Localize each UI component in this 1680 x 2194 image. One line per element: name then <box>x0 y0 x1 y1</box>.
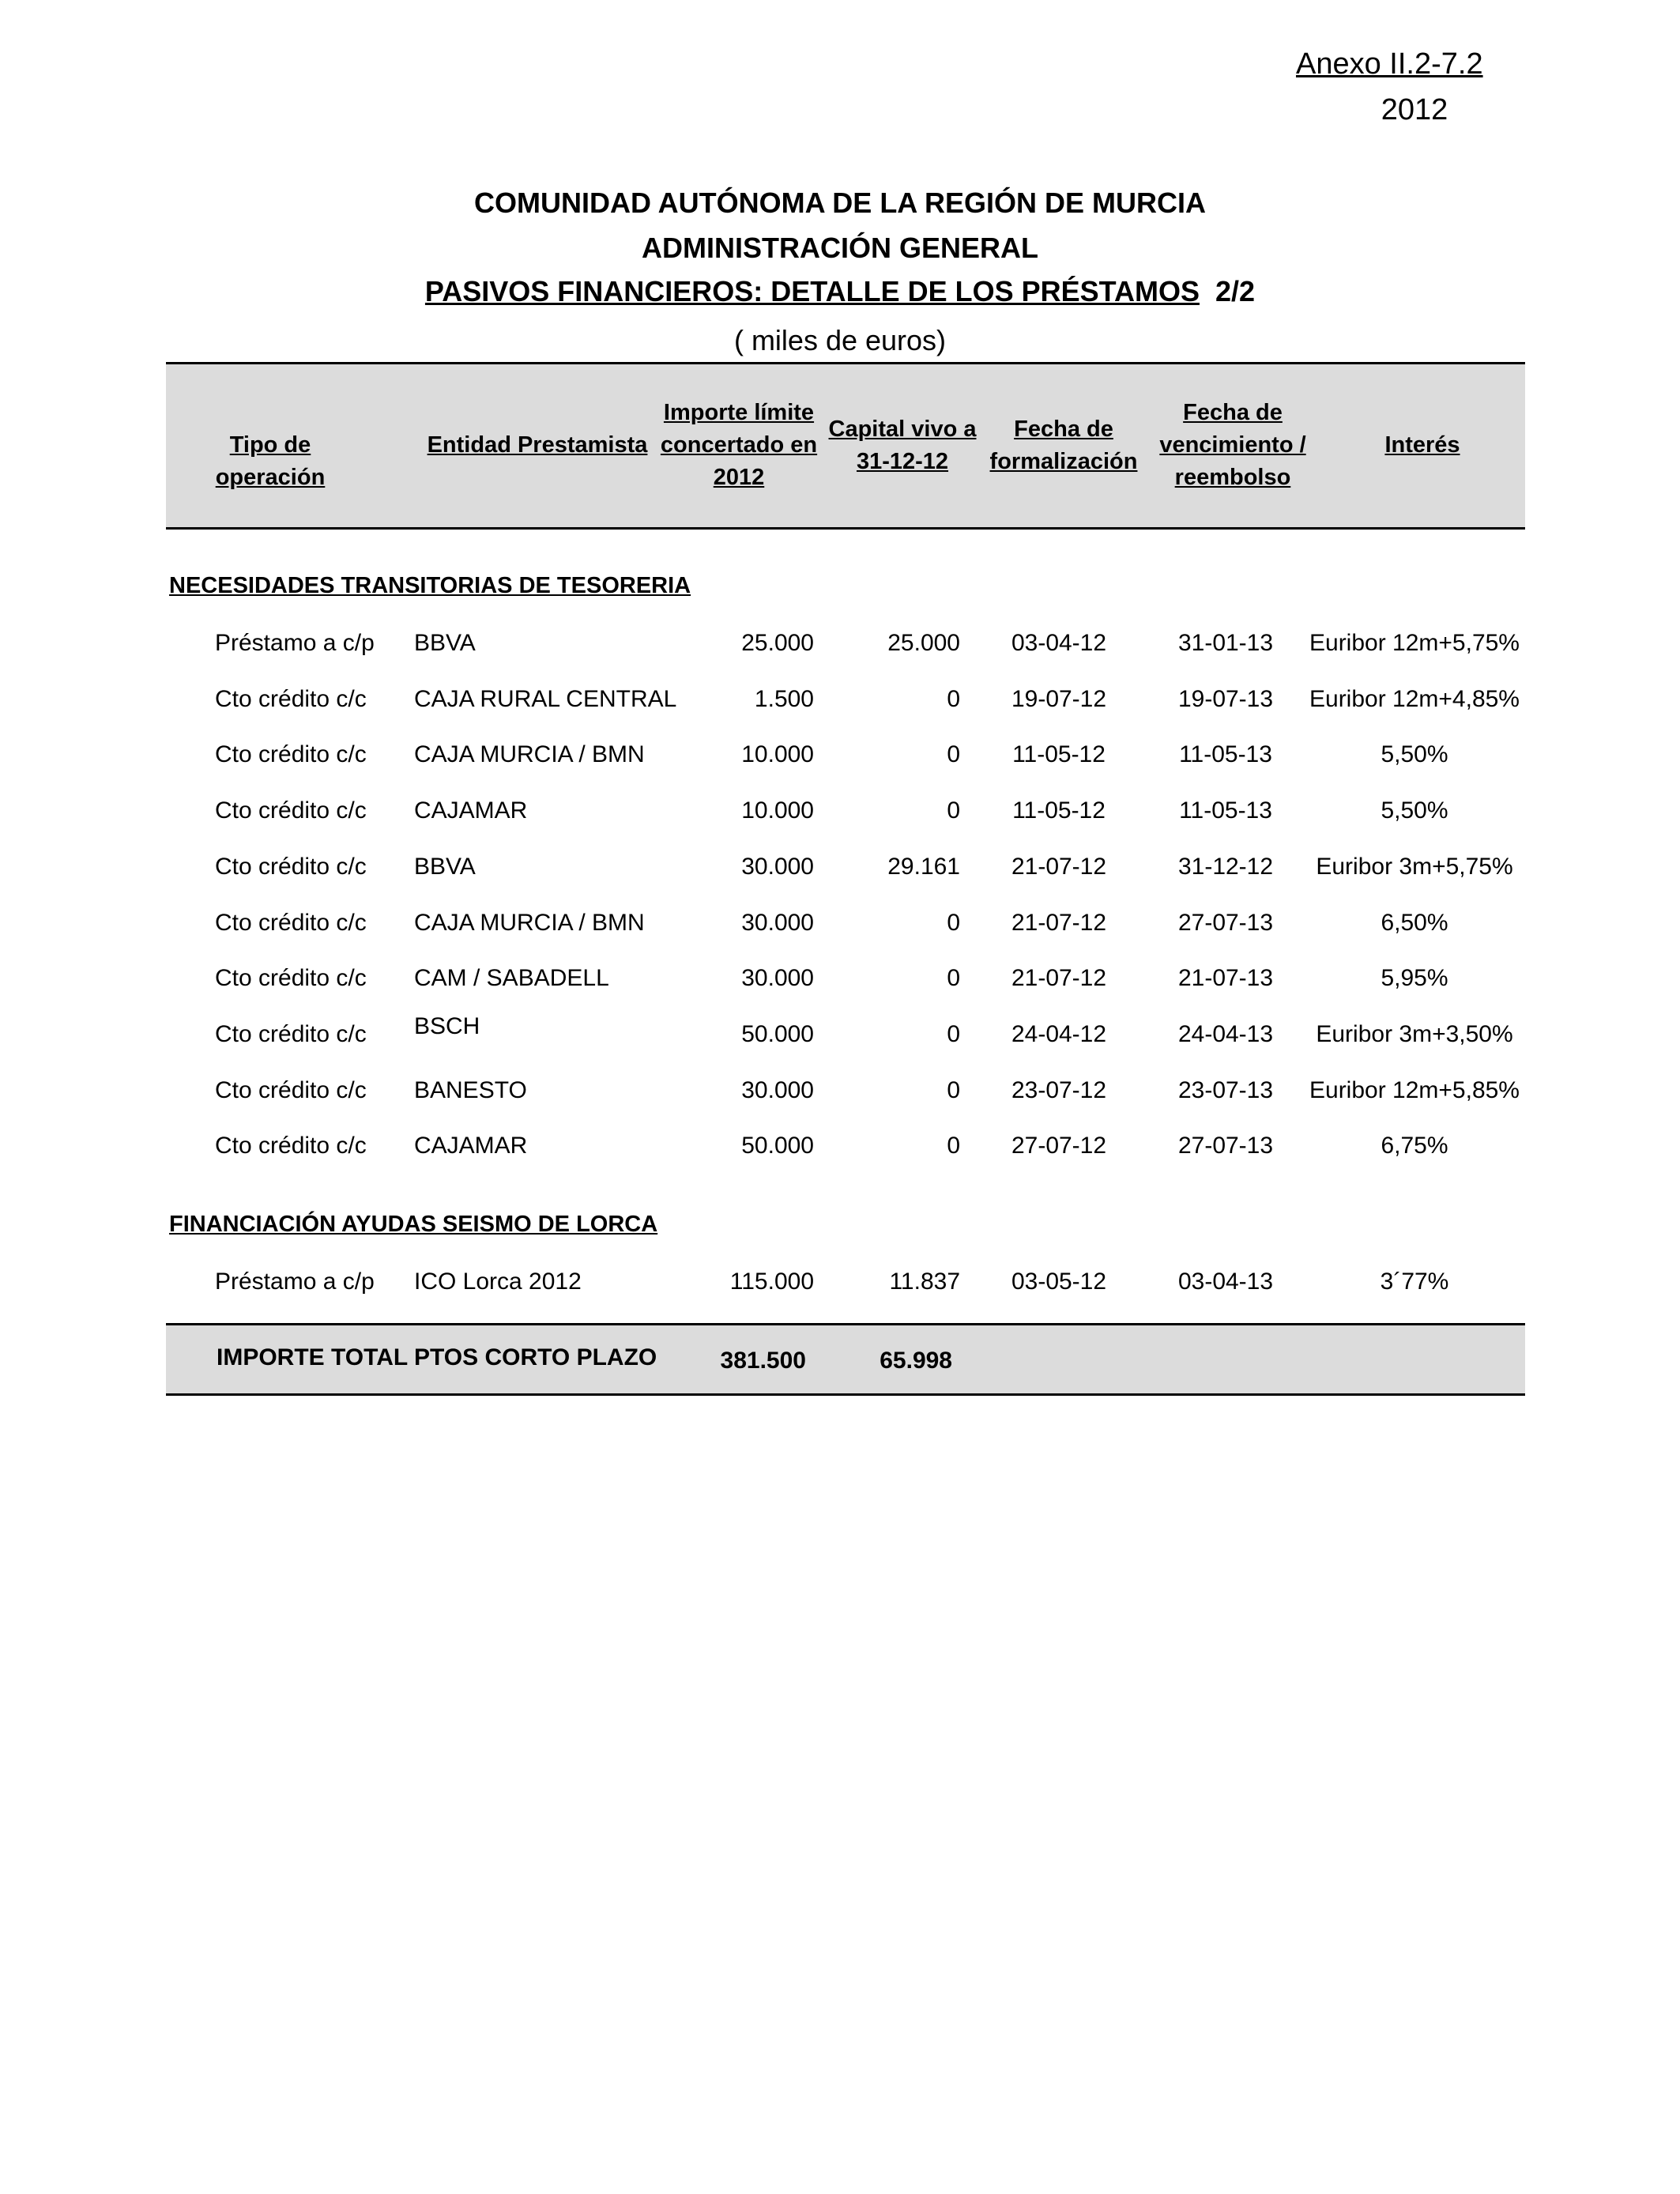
row-importe: 10.000 <box>741 797 814 824</box>
total-row <box>166 1323 1525 1396</box>
row-importe: 30.000 <box>741 910 814 936</box>
row-interes: Euribor 12m+5,85% <box>1309 1077 1520 1103</box>
row-capital: 0 <box>947 1077 960 1103</box>
row-capital: 0 <box>947 965 960 991</box>
row-tipo: Cto crédito c/c <box>215 1133 367 1159</box>
row-entidad: BANESTO <box>414 1077 527 1103</box>
report-year: 2012 <box>1381 93 1448 126</box>
row-capital: 0 <box>947 741 960 767</box>
row-capital: 0 <box>947 797 960 824</box>
annex-reference: Anexo II.2-7.2 <box>1296 47 1483 81</box>
row-importe: 115.000 <box>729 1269 814 1295</box>
row-capital: 0 <box>947 910 960 936</box>
row-interes: Euribor 3m+3,50% <box>1316 1021 1513 1047</box>
row-entidad: CAM / SABADELL <box>414 965 609 991</box>
section-title: FINANCIACIÓN AYUDAS SEISMO DE LORCA <box>169 1212 658 1237</box>
total-label: IMPORTE TOTAL PTOS CORTO PLAZO <box>217 1344 657 1370</box>
page-title: COMUNIDAD AUTÓNOMA DE LA REGIÓN DE MURCIA <box>474 187 1206 219</box>
row-tipo: Préstamo a c/p <box>215 630 375 656</box>
row-interes: 6,50% <box>1381 910 1448 936</box>
section-title: NECESIDADES TRANSITORIAS DE TESORERIA <box>169 573 691 598</box>
header-capital: Capital vivo a 31-12-12 <box>828 417 977 474</box>
row-entidad: CAJA MURCIA / BMN <box>414 741 645 767</box>
report-heading-text: PASIVOS FINANCIEROS: DETALLE DE LOS PRÉSTAMOS <box>424 275 1200 307</box>
page-subtitle: ADMINISTRACIÓN GENERAL <box>642 232 1038 264</box>
row-entidad: BBVA <box>414 630 476 656</box>
row-interes: 5,95% <box>1381 965 1448 991</box>
header-entidad: Entidad Prestamista <box>427 432 648 458</box>
row-formalizacion: 27-07-12 <box>1011 1133 1107 1159</box>
row-entidad: CAJAMAR <box>414 1133 528 1159</box>
row-capital: 0 <box>947 1133 960 1159</box>
page-indicator: 2/2 <box>1215 275 1256 307</box>
row-vencimiento: 21-07-13 <box>1177 965 1274 991</box>
units-note: ( miles de euros) <box>733 324 947 356</box>
row-capital: 0 <box>947 686 960 712</box>
row-vencimiento: 11-05-13 <box>1179 741 1272 767</box>
total-capital: 65.998 <box>880 1348 952 1374</box>
row-formalizacion: 03-05-12 <box>1011 1269 1107 1295</box>
row-capital: 29.161 <box>887 854 960 880</box>
row-formalizacion: 21-07-12 <box>1011 910 1107 936</box>
row-tipo: Cto crédito c/c <box>215 797 367 824</box>
row-importe: 25.000 <box>741 630 814 656</box>
row-vencimiento: 27-07-13 <box>1177 910 1274 936</box>
row-formalizacion: 03-04-12 <box>1011 630 1107 656</box>
row-interes: 5,50% <box>1381 741 1448 767</box>
header-vencimiento: Fecha de vencimiento / reembolso <box>1159 400 1306 490</box>
row-entidad: BBVA <box>414 854 476 880</box>
row-importe: 10.000 <box>741 741 814 767</box>
row-vencimiento: 24-04-13 <box>1177 1021 1274 1047</box>
row-importe: 50.000 <box>741 1021 814 1047</box>
row-interes: 5,50% <box>1381 797 1448 824</box>
row-formalizacion: 23-07-12 <box>1011 1077 1107 1103</box>
row-importe: 30.000 <box>741 1077 814 1103</box>
row-vencimiento: 11-05-13 <box>1179 797 1272 824</box>
row-vencimiento: 31-01-13 <box>1177 630 1274 656</box>
header-importe: Importe límite concertado en 2012 <box>660 400 818 490</box>
row-tipo: Cto crédito c/c <box>215 1077 367 1103</box>
row-vencimiento: 03-04-13 <box>1177 1269 1274 1295</box>
row-vencimiento: 23-07-13 <box>1177 1077 1274 1103</box>
row-formalizacion: 19-07-12 <box>1011 686 1107 712</box>
row-interes: Euribor 3m+5,75% <box>1316 854 1513 880</box>
row-interes: Euribor 12m+5,75% <box>1309 630 1520 656</box>
row-capital: 25.000 <box>887 630 960 656</box>
table-header <box>166 362 1525 530</box>
row-tipo: Cto crédito c/c <box>215 910 367 936</box>
row-formalizacion: 11-05-12 <box>1012 797 1106 824</box>
total-importe: 381.500 <box>720 1348 806 1374</box>
row-tipo: Cto crédito c/c <box>215 854 367 880</box>
row-entidad: CAJAMAR <box>414 797 528 824</box>
row-capital: 11.837 <box>889 1269 960 1295</box>
row-interes: 3´77% <box>1380 1269 1449 1295</box>
row-vencimiento: 31-12-12 <box>1177 854 1274 880</box>
row-vencimiento: 19-07-13 <box>1177 686 1274 712</box>
row-formalizacion: 11-05-12 <box>1012 741 1106 767</box>
row-entidad: CAJA MURCIA / BMN <box>414 910 645 936</box>
header-tipo: Tipo de operación <box>215 432 326 490</box>
row-formalizacion: 21-07-12 <box>1011 965 1107 991</box>
row-vencimiento: 27-07-13 <box>1177 1133 1274 1159</box>
row-formalizacion: 21-07-12 <box>1011 854 1107 880</box>
row-importe: 30.000 <box>741 854 814 880</box>
row-formalizacion: 24-04-12 <box>1011 1021 1107 1047</box>
row-interes: 6,75% <box>1381 1133 1448 1159</box>
row-tipo: Préstamo a c/p <box>215 1269 375 1295</box>
row-tipo: Cto crédito c/c <box>215 965 367 991</box>
row-importe: 50.000 <box>741 1133 814 1159</box>
report-heading <box>0 275 1680 308</box>
header-interes: Interés <box>1384 432 1460 458</box>
row-entidad: ICO Lorca 2012 <box>414 1269 582 1295</box>
row-capital: 0 <box>947 1021 960 1047</box>
row-entidad: BSCH <box>414 1013 480 1039</box>
row-importe: 30.000 <box>741 965 814 991</box>
row-interes: Euribor 12m+4,85% <box>1309 686 1520 712</box>
row-importe: 1.500 <box>754 686 814 712</box>
row-tipo: Cto crédito c/c <box>215 741 367 767</box>
row-entidad: CAJA RURAL CENTRAL <box>414 686 677 712</box>
header-formalizacion: Fecha de formalización <box>989 417 1138 474</box>
row-tipo: Cto crédito c/c <box>215 686 367 712</box>
row-tipo: Cto crédito c/c <box>215 1021 367 1047</box>
